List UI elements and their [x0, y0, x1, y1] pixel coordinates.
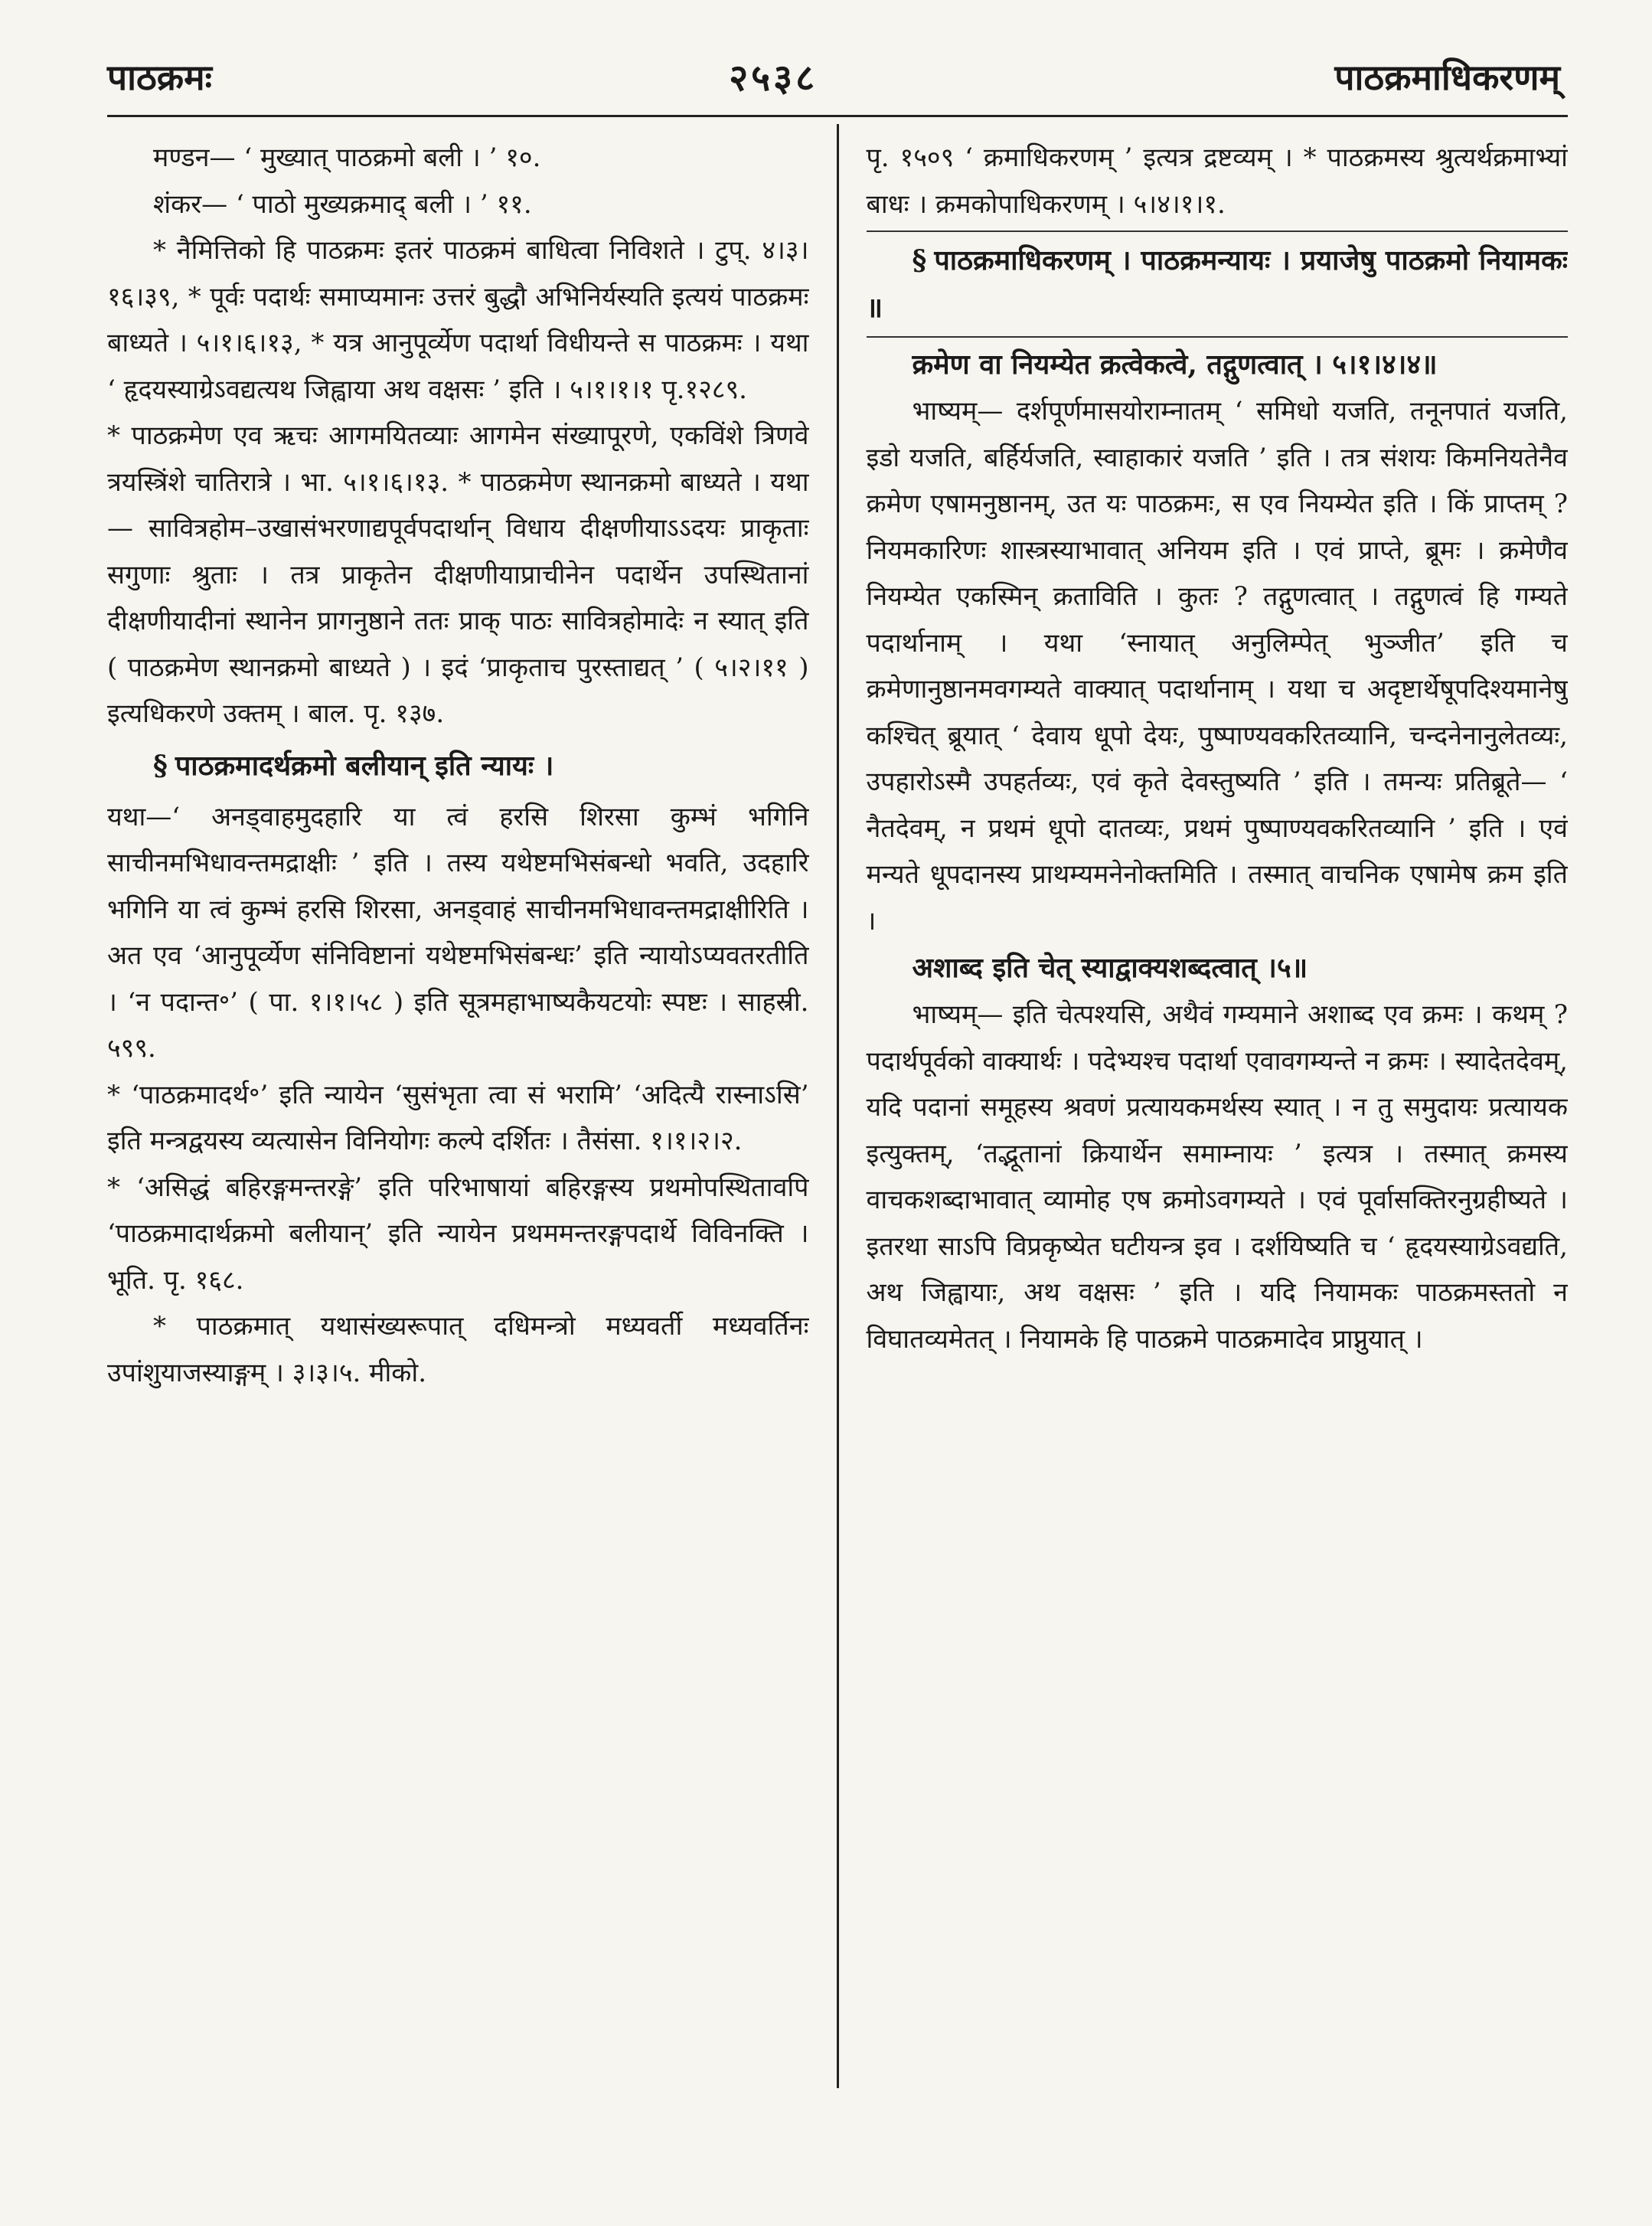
sutra: अशाब्द इति चेत् स्याद्वाक्यशब्दत्वात् ।५॥	[912, 952, 1308, 984]
divider	[867, 336, 1569, 338]
divider	[867, 230, 1569, 232]
section-heading-text: पाठक्रमाधिकरणम् । पाठक्रमन्यायः । प्रयाजेषु पाठक्रमो नियामकः ॥	[866, 244, 1568, 324]
paragraph: मण्डन— ‘ मुख्यात् पाठक्रमो बली । ’ १०.	[153, 142, 541, 173]
paragraph: शंकर— ‘ पाठो मुख्यक्रमाद् बली । ’ ११.	[153, 188, 532, 220]
paragraph: पृ. १५०९ ‘ क्रमाधिकरणम् ’ इत्यत्र द्रष्टव्यम् । * पाठक्रमस्य श्रुत्यर्थक्रमाभ्यां बाधः । क्रमकोपाधिकरणम् । ५।४।१।१.	[866, 142, 1568, 220]
section-heading	[867, 237, 1569, 332]
paragraph: * ‘पाठक्रमादर्थ॰’ इति न्यायेन ‘सुसंभृता त्वा सं भरामि’ ‘अदित्यै रास्नाऽसि’ इति मन्त्रद्वयस्य व्यत्यासेन विनियोगः कल्पे दर्शितः । तैसंसा. १।१।२।२.	[107, 1079, 809, 1156]
right-column	[839, 124, 1569, 2088]
paragraph: * नैमित्तिको हि पाठक्रमः इतरं पाठक्रमं बाधित्वा निविशते । टुप्. ४।३।१६।३९, * पूर्वः पदार्थः समाप्यमानः उत्तरं बुद्धौ अभिनिर्यस्यति इत्ययं पाठक्रमः बाध्यते । ५।१।६।१३, * यत्र आनुपूर्व्येण पदार्था विधीयन्ते स पाठक्रमः । यथा ‘ हृदयस्याग्रेऽवद्यत्यथ जिह्वाया अथ वक्षसः ’ इति । ५।१।१।१ पृ.१२८९.	[107, 235, 809, 405]
section-heading-text: पाठक्रमादर्थक्रमो बलीयान् इति न्यायः ।	[175, 749, 554, 782]
section-heading	[107, 742, 809, 789]
sutra: क्रमेण वा नियम्येत क्रत्वेकत्वे, तद्गुणत्वात् । ५।१।४।४॥	[912, 348, 1438, 381]
page-header	[107, 46, 1560, 107]
text-columns	[107, 124, 1568, 2088]
running-head-left: पाठक्रमः	[107, 57, 212, 98]
header-rule	[107, 115, 1568, 117]
running-head-right: पाठक्रमाधिकरणम्	[1334, 57, 1560, 98]
paragraph: * पाठक्रमात् यथासंख्यरूपात् दधिमन्त्रो मध्यवर्ती मध्यवर्तिनः उपांशुयाजस्याङ्गम् । ३।३।५. मीको.	[107, 1311, 809, 1388]
paragraph: * ‘असिद्धं बहिरङ्गमन्तरङ्गे’ इति परिभाषायां बहिरङ्गस्य प्रथमोपस्थितावपि ‘पाठक्रमादार्थक्रमो बलीयान्’ इति न्यायेन प्रथममन्तरङ्गपदार्थे विविनक्ति । भूति. पृ. १६८.	[107, 1172, 809, 1296]
section-mark-icon: §	[912, 244, 927, 276]
left-column	[107, 124, 839, 2088]
paragraph: * पाठक्रमेण एव ऋचः आगमयितव्याः आगमेन संख्यापूरणे, एकविंशे त्रिणवे त्रयस्त्रिंशे चातिरात्रे । भा. ५।१।६।१३. * पाठक्रमेण स्थानक्रमो बाध्यते । यथा— सावित्रहोम–उखासंभरणाद्यपूर्वपदार्थान् विधाय दीक्षणीयाऽऽदयः प्राकृताः सगुणाः श्रुताः । तत्र प्राकृतेन दीक्षणीयाप्राचीनेन पदार्थेन उपस्थितानां दीक्षणीयादीनां स्थानेन प्रागनुष्ठाने ततः प्राक् पाठः सावित्रहोमादेः न स्यात् इति ( पाठक्रमेण स्थानक्रमो बाध्यते ) । इदं ‘प्राकृताच पुरस्ताद्यत् ’ ( ५।२।११ ) इत्यधिकरणे उक्तम् । बाल. पृ. १३७.	[107, 420, 809, 729]
paragraph: भाष्यम्— दर्शपूर्णमासयोराम्नातम् ‘ समिधो यजति, तनूनपातं यजति, इडो यजति, बर्हिर्यजति, स्वाहाकारं यजति ’ इति । तत्र संशयः किमनियतेनैव क्रमेण एषामनुष्ठानम्, उत यः पाठक्रमः, स एव नियम्येत इति । किं प्राप्तम् ? नियमकारिणः शास्त्रस्याभावात् अनियम इति । एवं प्राप्ते, ब्रूमः । क्रमेणैव नियम्येत एकस्मिन् क्रताविति । कुतः ? तद्गुणत्वात् । तद्गुणत्वं हि गम्यते पदार्थानाम् । यथा ‘स्नायात् अनुलिम्पेत् भुञ्जीत’ इति च क्रमेणानुष्ठानमवगम्यते वाक्यात् पदार्थानाम् । यथा च अदृष्टार्थेषूपदिश्यमानेषु कश्चित् ब्रूयात् ‘ देवाय धूपो देयः, पुष्पाण्यवकरितव्यानि, चन्दनेनानुलेतव्यः, उपहारोऽस्मै उपहर्तव्यः, एवं कृते देवस्तुष्यति ’ इति । तमन्यः प्रतिब्रूते— ‘ नैतदेवम्, न प्रथमं धूपो दातव्यः, प्रथमं पुष्पाण्यवकरितव्यानि ’ इति । एवं मन्यते धूपदानस्य प्राथम्यमनेनोक्तमिति । तस्मात् वाचनिक एषामेष क्रम इति ।	[866, 396, 1568, 936]
section-mark-icon: §	[153, 749, 168, 782]
page-number: २५३८	[729, 56, 818, 100]
paragraph: यथा—‘ अनड्वाहमुदहारि या त्वं हरसि शिरसा कुम्भं भगिनि साचीनमभिधावन्तमद्राक्षीः ’ इति । तस्य यथेष्टमभिसंबन्धो भवति, उदहारि भगिनि या त्वं कुम्भं हरसि शिरसा, अनड्वाहं साचीनमभिधावन्तमद्राक्षीरिति । अत एव ‘आनुपूर्व्येण संनिविष्टानां यथेष्टमभिसंबन्धः’ इति न्यायोऽप्यवतरतीति । ‘न पदान्त॰’ ( पा. १।१।५८ ) इति सूत्रमहाभाष्यकैयटयोः स्पष्टः । साहस्री. ५९९.	[107, 801, 809, 1064]
paragraph: भाष्यम्— इति चेत्पश्यसि, अथैवं गम्यमाने अशाब्द एव क्रमः । कथम् ? पदार्थपूर्वको वाक्यार्थः । पदेभ्यश्च पदार्था एवावगम्यन्ते न क्रमः । स्यादेतदेवम्, यदि पदानां समूहस्य श्रवणं प्रत्यायकमर्थस्य स्यात् । न तु समुदायः प्रत्यायक इत्युक्तम्, ‘तद्भूतानां क्रियार्थेन समाम्नायः ’ इत्यत्र । तस्मात् क्रमस्य वाचकशब्दाभावात् व्यामोह एष क्रमोऽवगम्यते । एवं पूर्वासक्तिरनुग्रहीष्यते । इतरथा साऽपि विप्रकृष्येत घटीयन्त्र इव । दर्शयिष्यति च ‘ हृदयस्याग्रेऽवद्यति, अथ जिह्वायाः, अथ वक्षसः ’ इति । यदि नियामकः पाठक्रमस्ततो न विघातव्यमेतत् । नियामके हि पाठक्रमे पाठक्रमादेव प्राप्नुयात् ।	[866, 999, 1568, 1355]
